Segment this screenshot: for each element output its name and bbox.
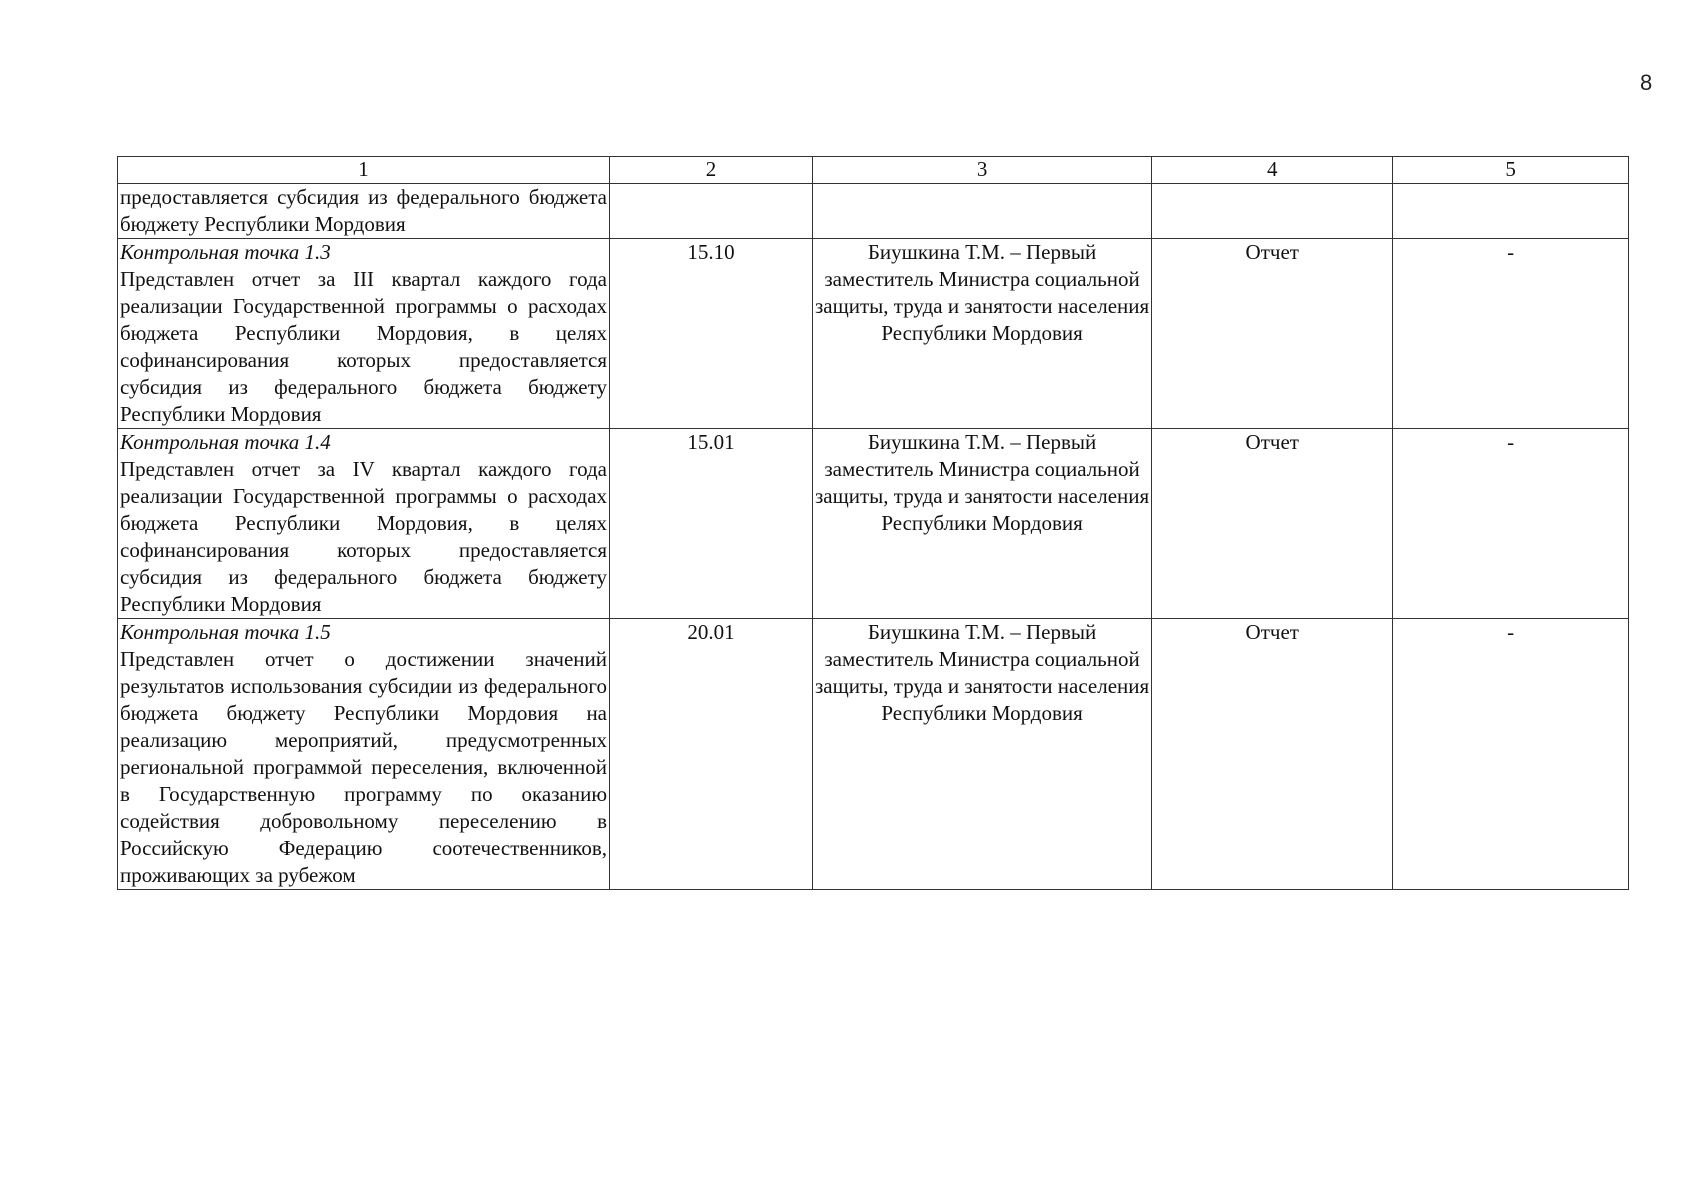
- document-cell: Отчет: [1152, 429, 1393, 619]
- table-row: [118, 429, 1629, 619]
- control-point-label: Контрольная точка 1.4: [120, 430, 331, 454]
- date-cell: 20.01: [610, 619, 813, 890]
- column-header: 5: [1393, 157, 1629, 184]
- column-header: 1: [118, 157, 610, 184]
- continuation-row: [118, 184, 1629, 239]
- document-cell: Отчет: [1152, 239, 1393, 429]
- table-row: [118, 619, 1629, 890]
- description-cell: [118, 429, 610, 619]
- description-text: Представлен отчет за IV квартал каждого года реализации Государственной программы о расходах бюджета Республики Мордовия, в целях софинансирования которых предоставляется субсидия из федерального бюджета бюджету Республики Мордовия: [120, 457, 608, 616]
- description-text: предоставляется субсидия из федерального бюджета бюджету Республики Мордовия: [120, 185, 608, 236]
- description-text: Представлен отчет за III квартал каждого года реализации Государственной программы о расходах бюджета Республики Мордовия, в целях софинансирования которых предоставляется субсидия из федерального бюджета бюджету Республики Мордовия: [120, 267, 608, 426]
- control-point-label: Контрольная точка 1.3: [120, 240, 331, 264]
- description-cell: [118, 184, 610, 239]
- note-cell: -: [1393, 239, 1629, 429]
- column-header: 2: [610, 157, 813, 184]
- table-row: [118, 239, 1629, 429]
- date-cell: [610, 184, 813, 239]
- responsible-cell: Биушкина Т.М. – Первый заместитель Министра социальной защиты, труда и занятости населения Республики Мордовия: [812, 429, 1151, 619]
- date-cell: 15.01: [610, 429, 813, 619]
- document-cell: Отчет: [1152, 619, 1393, 890]
- responsible-cell: Биушкина Т.М. – Первый заместитель Министра социальной защиты, труда и занятости населения Республики Мордовия: [812, 619, 1151, 890]
- control-point-label: Контрольная точка 1.5: [120, 620, 331, 644]
- note-cell: -: [1393, 619, 1629, 890]
- page-number: 8: [1640, 70, 1653, 95]
- column-header: 4: [1152, 157, 1393, 184]
- column-number-row: [118, 157, 1629, 184]
- document-cell: [1152, 184, 1393, 239]
- description-cell: [118, 619, 610, 890]
- responsible-cell: Биушкина Т.М. – Первый заместитель Министра социальной защиты, труда и занятости населения Республики Мордовия: [812, 239, 1151, 429]
- note-cell: -: [1393, 429, 1629, 619]
- column-header: 3: [812, 157, 1151, 184]
- note-cell: [1393, 184, 1629, 239]
- description-text: Представлен отчет о достижении значений результатов использования субсидии из федерального бюджета бюджету Республики Мордовия на реализацию мероприятий, предусмотренных региональной программой переселения, включенной в Государственную программу по оказанию содействия добровольному переселению в Российскую Федерацию соотечественников, проживающих за рубежом: [120, 647, 608, 887]
- control-points-table: [117, 156, 1629, 890]
- description-cell: [118, 239, 610, 429]
- date-cell: 15.10: [610, 239, 813, 429]
- responsible-cell: [812, 184, 1151, 239]
